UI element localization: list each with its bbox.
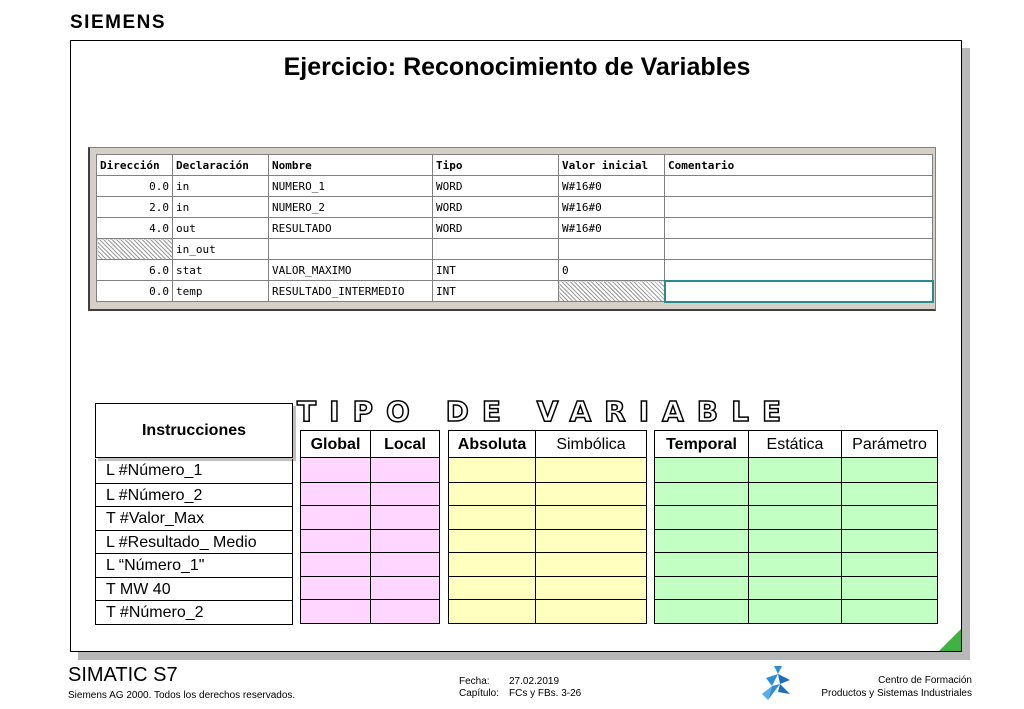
cell-comentario[interactable] <box>665 176 933 197</box>
cell-direccion <box>97 239 173 260</box>
cell-direccion[interactable]: 0.0 <box>97 176 173 197</box>
cell-valor-inicial <box>559 281 665 302</box>
fecha-value: 27.02.2019 <box>509 676 560 687</box>
answer-cell[interactable] <box>655 576 748 600</box>
cell-direccion[interactable]: 0.0 <box>97 281 173 302</box>
answer-cell[interactable] <box>449 552 535 576</box>
page-corner-decoration <box>939 629 961 651</box>
answer-cell[interactable] <box>749 482 841 506</box>
cell-declaracion[interactable]: in <box>173 197 269 218</box>
answer-cell[interactable] <box>536 552 646 576</box>
answer-cell[interactable] <box>301 576 370 600</box>
col-header-global: Global <box>300 430 371 458</box>
answer-cell[interactable] <box>536 576 646 600</box>
cell-valor-inicial[interactable]: W#16#0 <box>559 176 665 197</box>
answer-cell[interactable] <box>536 599 646 623</box>
table-row <box>97 239 933 260</box>
answer-cell[interactable] <box>371 576 439 600</box>
answer-cell[interactable] <box>749 529 841 553</box>
table-row <box>97 260 933 281</box>
answer-cell[interactable] <box>301 458 370 482</box>
answer-cell[interactable] <box>842 505 937 529</box>
cell-tipo[interactable]: INT <box>433 260 559 281</box>
cell-declaracion[interactable]: temp <box>173 281 269 302</box>
footer-training-center <box>821 674 972 700</box>
global-column <box>300 458 371 624</box>
cell-nombre[interactable]: NUMERO_1 <box>269 176 433 197</box>
cell-declaracion[interactable]: in <box>173 176 269 197</box>
answer-cell[interactable] <box>371 482 439 506</box>
scope-column-group <box>300 430 440 624</box>
absoluta-column <box>448 458 536 624</box>
answer-cell[interactable] <box>842 552 937 576</box>
col-header-simbolica: Simbólica <box>536 430 647 458</box>
answer-cell[interactable] <box>371 552 439 576</box>
answer-cell[interactable] <box>301 552 370 576</box>
cell-comentario[interactable] <box>665 197 933 218</box>
answer-cell[interactable] <box>449 482 535 506</box>
table-row <box>97 176 933 197</box>
answer-cell[interactable] <box>301 482 370 506</box>
instructions-header: Instrucciones <box>95 403 293 458</box>
answer-cell[interactable] <box>301 599 370 623</box>
answer-cell[interactable] <box>842 576 937 600</box>
cell-tipo[interactable]: WORD <box>433 218 559 239</box>
instructions-list <box>95 459 293 625</box>
cell-valor-inicial[interactable]: W#16#0 <box>559 218 665 239</box>
training-center-logo-icon <box>760 664 796 704</box>
answer-cell[interactable] <box>842 529 937 553</box>
capitulo-label: Capítulo: <box>459 688 500 699</box>
answer-cell[interactable] <box>749 505 841 529</box>
cell-direccion[interactable]: 4.0 <box>97 218 173 239</box>
col-header-local: Local <box>371 430 440 458</box>
answer-cell[interactable] <box>371 458 439 482</box>
col-header-absoluta: Absoluta <box>448 430 536 458</box>
answer-cell[interactable] <box>301 505 370 529</box>
instruction-item: T #Valor_Max <box>96 506 292 530</box>
col-header-declaracion[interactable]: Declaración <box>173 155 269 176</box>
cell-comentario[interactable] <box>665 260 933 281</box>
cell-nombre[interactable]: NUMERO_2 <box>269 197 433 218</box>
answer-cell[interactable] <box>536 458 646 482</box>
col-header-tipo[interactable]: Tipo <box>433 155 559 176</box>
cell-tipo[interactable]: WORD <box>433 176 559 197</box>
answer-cell[interactable] <box>371 599 439 623</box>
answer-cell[interactable] <box>655 599 748 623</box>
capitulo-value: FCs y FBs. 3-26 <box>509 688 582 699</box>
fecha-label: Fecha: <box>459 676 490 687</box>
answer-cell[interactable] <box>536 529 646 553</box>
center-line-2: Productos y Sistemas Industriales <box>821 688 972 699</box>
temporal-column <box>654 458 749 624</box>
cell-declaracion[interactable]: out <box>173 218 269 239</box>
cell-valor-inicial[interactable]: 0 <box>559 260 665 281</box>
answer-cell[interactable] <box>655 482 748 506</box>
answer-cell[interactable] <box>449 458 535 482</box>
slide-title: Ejercicio: Reconocimiento de Variables <box>283 53 751 81</box>
cell-direccion[interactable]: 2.0 <box>97 197 173 218</box>
col-header-direccion[interactable]: Dirección <box>97 155 173 176</box>
simbolica-column <box>536 458 647 624</box>
col-header-nombre[interactable]: Nombre <box>269 155 433 176</box>
cell-comentario[interactable] <box>665 239 933 260</box>
answer-cell[interactable] <box>842 599 937 623</box>
answer-cell[interactable] <box>749 599 841 623</box>
center-line-1: Centro de Formación <box>878 675 972 686</box>
local-column <box>371 458 440 624</box>
col-header-parametro: Parámetro <box>842 430 938 458</box>
cell-valor-inicial[interactable] <box>559 239 665 260</box>
table-row <box>97 281 933 302</box>
cell-nombre[interactable]: RESULTADO <box>269 218 433 239</box>
answer-cell[interactable] <box>749 458 841 482</box>
answer-cell[interactable] <box>371 505 439 529</box>
cell-tipo[interactable]: INT <box>433 281 559 302</box>
instruction-item: L #Resultado_ Medio <box>96 530 292 554</box>
answer-cell[interactable] <box>749 576 841 600</box>
answer-cell[interactable] <box>655 458 748 482</box>
estatica-column <box>749 458 842 624</box>
instruction-item: T #Número_2 <box>96 600 292 624</box>
declaration-table-window <box>88 147 936 311</box>
table-row <box>97 197 933 218</box>
col-header-valor-inicial[interactable]: Valor inicial <box>559 155 665 176</box>
answer-cell[interactable] <box>655 552 748 576</box>
cell-tipo[interactable]: WORD <box>433 197 559 218</box>
footer-meta <box>459 676 581 700</box>
answer-cell[interactable] <box>842 458 937 482</box>
cell-nombre[interactable]: RESULTADO_INTERMEDIO <box>269 281 433 302</box>
cell-comentario[interactable] <box>665 218 933 239</box>
addressing-column-group <box>448 430 647 624</box>
slide-frame <box>70 40 962 652</box>
instruction-item: L #Número_1 <box>106 462 203 479</box>
instruction-item: L #Número_2 <box>96 483 292 507</box>
declaration-header-row <box>97 155 933 176</box>
col-header-comentario[interactable]: Comentario <box>665 155 933 176</box>
footer-copyright: Siemens AG 2000. Todos los derechos reservados. <box>68 690 296 701</box>
declaration-table <box>96 154 934 303</box>
cell-tipo[interactable] <box>433 239 559 260</box>
footer-product: SIMATIC S7 <box>68 664 178 686</box>
answer-cell[interactable] <box>449 529 535 553</box>
answer-cell[interactable] <box>449 599 535 623</box>
answer-cell[interactable] <box>449 505 535 529</box>
instruction-item: L “Número_1" <box>96 553 292 577</box>
cell-nombre[interactable] <box>269 239 433 260</box>
cell-declaracion[interactable]: in_out <box>173 239 269 260</box>
answer-cell[interactable] <box>842 482 937 506</box>
cell-declaracion[interactable]: stat <box>173 260 269 281</box>
col-header-temporal: Temporal <box>654 430 749 458</box>
cell-direccion[interactable]: 6.0 <box>97 260 173 281</box>
siemens-logo: SIEMENS <box>70 12 167 33</box>
declaration-type-column-group <box>654 430 938 624</box>
cell-comentario-selected[interactable] <box>665 281 933 302</box>
cell-nombre[interactable]: VALOR_MAXIMO <box>269 260 433 281</box>
answer-cell[interactable] <box>536 505 646 529</box>
answer-cell[interactable] <box>536 482 646 506</box>
answer-cell[interactable] <box>371 529 439 553</box>
tipo-de-variable-banner: TIPO DE VARIABLE <box>297 395 795 428</box>
answer-cell[interactable] <box>749 552 841 576</box>
col-header-estatica: Estática <box>749 430 842 458</box>
table-row <box>97 218 933 239</box>
parametro-column <box>842 458 938 624</box>
answer-cell[interactable] <box>301 529 370 553</box>
instruction-item: T MW 40 <box>96 577 292 601</box>
answer-cell[interactable] <box>655 529 748 553</box>
answer-cell[interactable] <box>655 505 748 529</box>
answer-cell[interactable] <box>449 576 535 600</box>
cell-valor-inicial[interactable]: W#16#0 <box>559 197 665 218</box>
